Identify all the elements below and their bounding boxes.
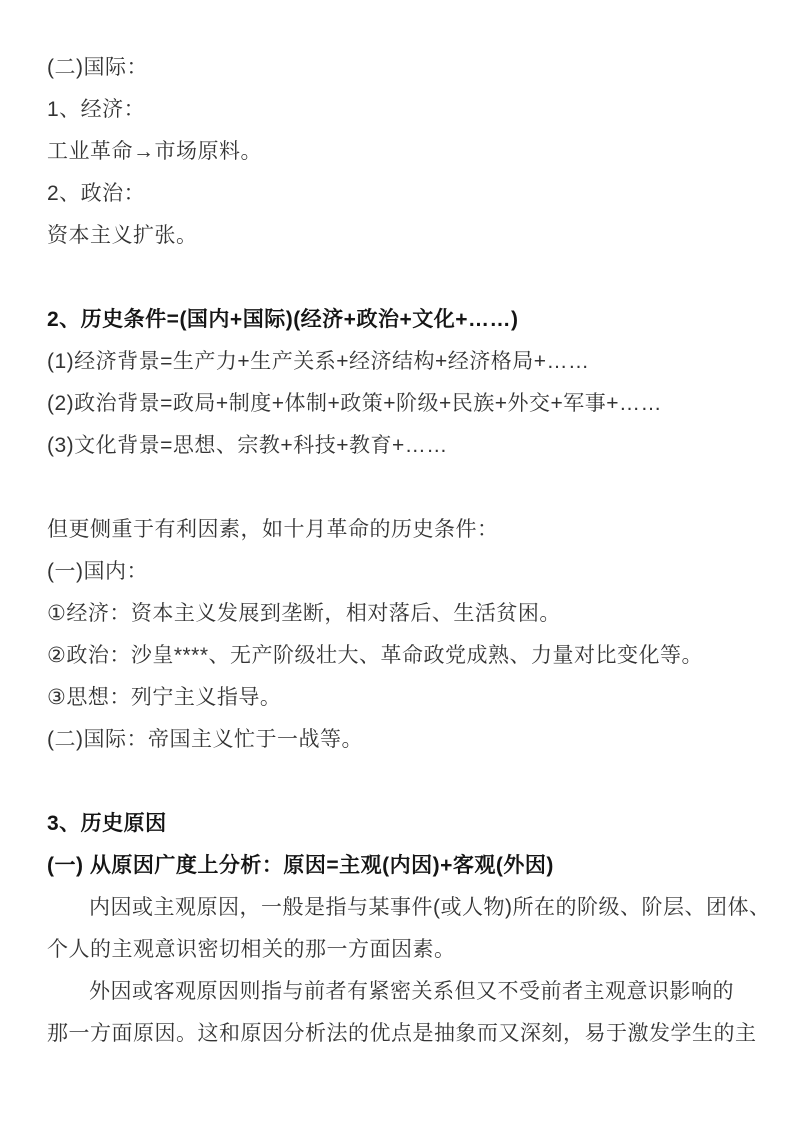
text-line: (1)经济背景=生产力+生产关系+经济结构+经济格局+…… — [47, 350, 590, 373]
text-line: 外因或客观原因则指与前者有紧密关系但又不受前者主观意识影响的 — [89, 980, 734, 1003]
section-heading: 2、历史条件=(国内+国际)(经济+政治+文化+……) — [47, 308, 519, 331]
text-line: 但更侧重于有利因素，如十月革命的历史条件： — [47, 518, 499, 541]
text-line: 资本主义扩张。 — [47, 224, 198, 247]
text-line: (二)国际： — [47, 56, 148, 79]
text-line: 个人的主观意识密切相关的那一方面因素。 — [47, 938, 456, 961]
section-heading: 3、历史原因 — [47, 812, 167, 835]
text-line: ②政治：沙皇****、无产阶级壮大、革命政党成熟、力量对比变化等。 — [47, 644, 704, 667]
section-heading: (一) 从原因广度上分析：原因=主观(内因)+客观(外因) — [47, 854, 554, 877]
text-line: (二)国际：帝国主义忙于一战等。 — [47, 728, 363, 751]
text-line: 那一方面原因。这和原因分析法的优点是抽象而又深刻，易于激发学生的主 — [47, 1022, 757, 1045]
blank-line — [47, 467, 757, 509]
text-line: (一)国内： — [47, 560, 148, 583]
text-line: 工业革命→市场原料。 — [47, 140, 262, 163]
text-line: 2、政治： — [47, 182, 146, 205]
blank-line — [47, 257, 757, 299]
text-line: ①经济：资本主义发展到垄断，相对落后、生活贫困。 — [47, 602, 561, 625]
text-line: (2)政治背景=政局+制度+体制+政策+阶级+民族+外交+军事+…… — [47, 392, 663, 415]
text-line: 1、经济： — [47, 98, 146, 121]
blank-line — [47, 761, 757, 803]
text-line: (3)文化背景=思想、宗教+科技+教育+…… — [47, 434, 448, 457]
document-body — [47, 47, 771, 1055]
text-line: 内因或主观原因，一般是指与某事件(或人物)所在的阶级、阶层、团体、 — [89, 896, 771, 919]
text-line: ③思想：列宁主义指导。 — [47, 686, 282, 709]
